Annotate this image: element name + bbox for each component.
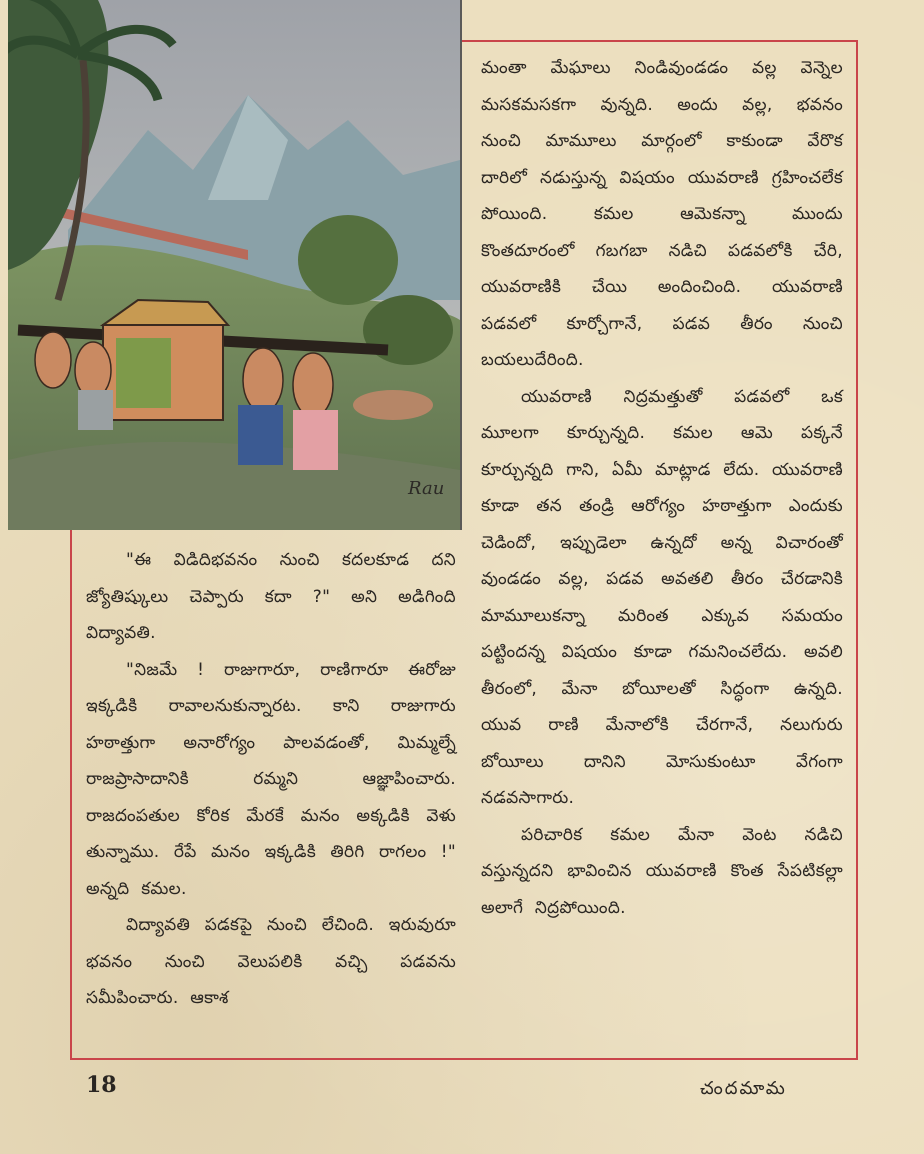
bearer-blue-dhoti [238, 405, 283, 465]
illustration-panel [8, 0, 462, 530]
bush-right [298, 215, 398, 305]
right-text-column [481, 50, 843, 926]
paragraph: మంతా మేఘాలు నిండివుండడం వల్ల వెన్నెల మసకమసకగా వున్నది. అందు వల్ల, భవనం నుంచి మామూలు మార్గంలో కాకుండా వేరొక దారిలో నడుస్తున్న విషయం యువరాణి గ్రహించలేక పోయింది. కమల ఆమెకన్నా ముందు కొంతదూరంలో గబగబా నడిచి పడవలోకి చేరి, యువరాణికి చేయి అందించింది. యువరాణి పడవలో కూర్చోగానే, పడవ తీరం నుంచి బయలుదేరింది. [481, 58, 843, 370]
left-text-column [86, 542, 456, 1017]
paragraph: "నిజమే ! రాజుగారూ, రాణిగారూ ఈరోజు ఇక్కడికి రావాలనుకున్నారట. కాని రాజుగారు హఠాత్తుగా అనారోగ్యం పాలవడంతో, మిమ్మల్నే రాజప్రాసాదానికి రమ్మని ఆజ్ఞాపించారు. రాజదంపతుల కోరిక మేరకే మనం అక్కడికి వెళు తున్నాము. రేపే మనం ఇక్కడికి తిరిగి రాగలం !" అన్నది కమల. [86, 659, 456, 899]
palanquin-bearers-illustration [8, 0, 460, 530]
artist-signature: Rau [408, 478, 445, 499]
paragraph: విద్యావతి పడకపై నుంచి లేచింది. ఇరువురూ భవనం నుంచి వెలుపలికి వచ్చి పడవను సమీపించారు. ఆకాశ [86, 915, 456, 1008]
bearer-pink-dhoti [293, 410, 338, 470]
bearer-grey-dhoti [78, 390, 113, 430]
page-number: 18 [86, 1072, 117, 1098]
paragraph: యువరాణి నిద్రమత్తుతో పడవలో ఒక మూలగా కూర్చున్నది. కమల ఆమె పక్కనే కూర్చున్నది గాని, ఏమీ మాట్లాడ లేదు. యువరాణి కూడా తన తండ్రి ఆరోగ్యం హఠాత్తుగా ఎందుకు చెడిందో, ఇప్పుడెలా ఉన్నదో అన్న విచారంతో వుండడం వల్ల, పడవ అవతలి తీరం చేరడానికి మామూలుకన్నా మరింత ఎక్కువ సమయం పట్టిందన్న విషయం కూడా గమనించలేదు. అవలి తీరంలో, మేనా బోయీలతో సిద్ధంగా ఉన్నది. యువ రాణి మేనాలోకి చేరగానే, నలుగురు బోయీలు దానిని మోసుకుంటూ వేగంగా నడవసాగారు. [481, 386, 843, 808]
palanquin-curtain [116, 338, 171, 408]
paragraph: పరిచారిక కమల మేనా వెంట నడిచి వస్తున్నదని భావించిన యువరాణి కొంత సేపటికల్లా అలాగే నిద్రపోయింది. [481, 824, 843, 918]
paragraph: "ఈ విడిదిభవనం నుంచి కదలకూడ దని జ్యోతిష్కులు చెప్పారు కదా ?" అని అడిగింది విద్యావతి. [86, 550, 456, 643]
magazine-title: చందమామ [700, 1078, 787, 1099]
rocks [353, 390, 433, 420]
